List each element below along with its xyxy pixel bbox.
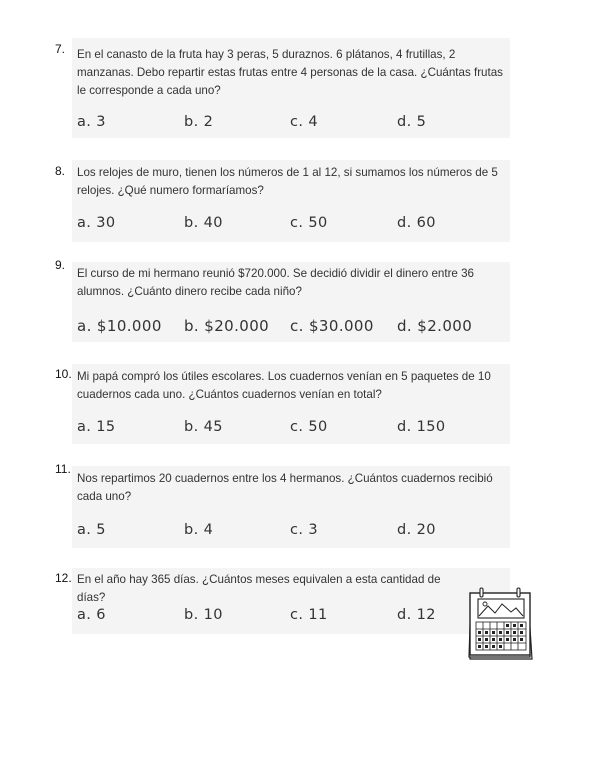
- option-c[interactable]: c. 50: [290, 419, 328, 435]
- question-text: Nos repartimos 20 cuadernos entre los 4 hermanos. ¿Cuántos cuadernos recibió cada uno?: [77, 472, 493, 503]
- question-number: 8.: [55, 164, 66, 178]
- option-a[interactable]: a. 5: [77, 522, 106, 538]
- question-text: Los relojes de muro, tienen los números de 1 al 12, si sumamos los números de 5 relojes. ¿Qué numero formaríamos?: [77, 166, 498, 197]
- calendar-icon: [466, 585, 536, 663]
- question-number: 11.: [55, 462, 71, 476]
- question-number: 9.: [55, 258, 66, 272]
- option-a[interactable]: a. 15: [77, 419, 116, 435]
- option-a[interactable]: a. 30: [77, 215, 116, 231]
- option-c[interactable]: c. $30.000: [290, 317, 374, 335]
- option-d[interactable]: d. 150: [397, 419, 446, 435]
- option-c[interactable]: c. 11: [290, 607, 328, 623]
- option-d[interactable]: d. 20: [397, 522, 436, 538]
- question-text: En el año hay 365 días. ¿Cuántos meses equivalen a esta cantidad de días?: [77, 573, 441, 604]
- question-number: 7.: [55, 42, 66, 56]
- option-c[interactable]: c. 4: [290, 114, 319, 130]
- option-c[interactable]: c. 50: [290, 215, 328, 231]
- option-d[interactable]: d. $2.000: [397, 317, 473, 335]
- option-d[interactable]: d. 60: [397, 215, 436, 231]
- question-text: Mi papá compró los útiles escolares. Los cuadernos venían en 5 paquetes de 10 cuadernos cada uno. ¿Cuántos cuadernos venían en total?: [77, 370, 491, 401]
- option-a[interactable]: a. 3: [77, 114, 106, 130]
- option-b[interactable]: b. $20.000: [184, 317, 270, 335]
- option-b[interactable]: b. 4: [184, 522, 214, 538]
- option-a[interactable]: a. $10.000: [77, 317, 162, 335]
- option-b[interactable]: b. 45: [184, 419, 223, 435]
- question-number: 12.: [55, 571, 72, 585]
- option-a[interactable]: a. 6: [77, 607, 106, 623]
- question-number: 10.: [55, 367, 72, 381]
- option-d[interactable]: d. 5: [397, 114, 427, 130]
- question-text: En el canasto de la fruta hay 3 peras, 5 duraznos. 6 plátanos, 4 frutillas, 2 manzanas. Debo repartir estas frutas entre 4 personas de la casa. ¿Cuántas frutas le corresponde a cada uno?: [77, 48, 503, 97]
- question-text: El curso de mi hermano reunió $720.000. Se decidió dividir el dinero entre 36 alumnos. ¿Cuánto dinero recibe cada niño?: [77, 267, 475, 298]
- option-b[interactable]: b. 2: [184, 114, 214, 130]
- option-b[interactable]: b. 40: [184, 215, 223, 231]
- option-d[interactable]: d. 12: [397, 607, 436, 623]
- option-c[interactable]: c. 3: [290, 522, 319, 538]
- option-b[interactable]: b. 10: [184, 607, 223, 623]
